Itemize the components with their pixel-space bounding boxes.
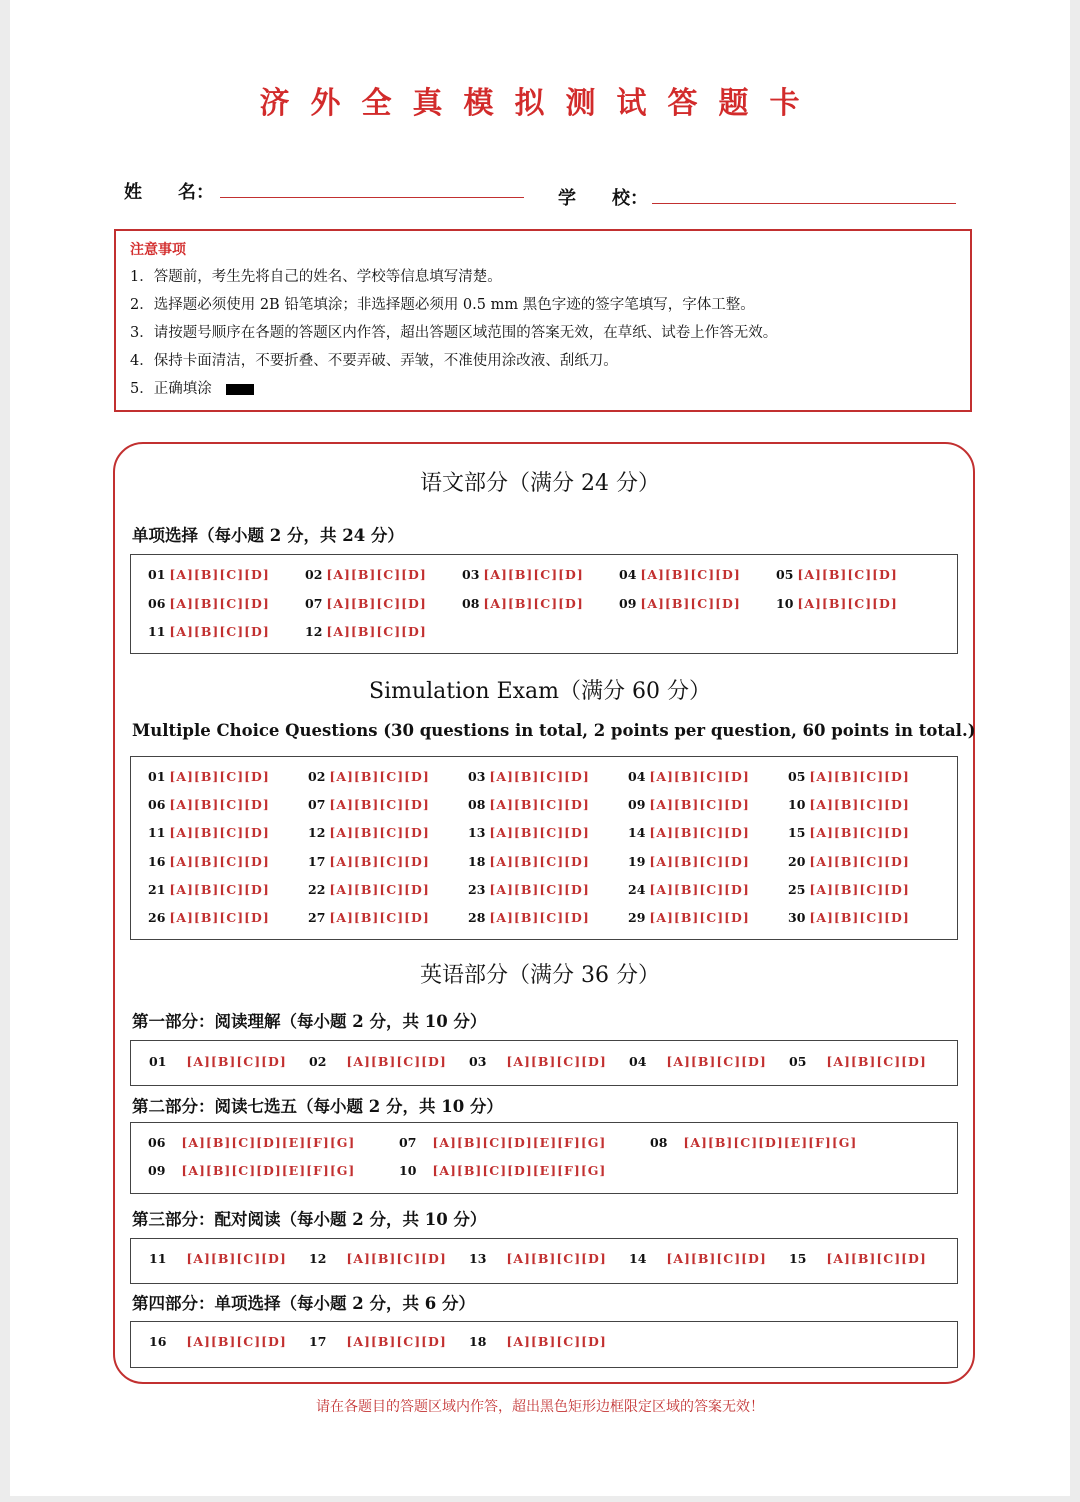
answer-options[interactable]: [A][B][C][D] (346, 1251, 447, 1266)
question-number: 27 (308, 910, 326, 925)
question-number: 02 (308, 769, 326, 784)
answer-options[interactable]: [A][B][C][D] (649, 769, 750, 784)
question-11 (148, 825, 270, 840)
question-number: 01 (148, 567, 166, 582)
answer-options[interactable]: [A][B][C][D] (489, 910, 590, 925)
question-number: 07 (399, 1135, 417, 1150)
answer-options[interactable]: [A][B][C][D][E][F][G] (181, 1163, 356, 1178)
notice-item-label: 5．正确填涂 (130, 381, 212, 397)
answer-options[interactable]: [A][B][C][D] (169, 797, 270, 813)
name-field[interactable] (220, 197, 524, 198)
question-20 (788, 854, 910, 869)
answer-options[interactable]: [A][B][C][D] (506, 1334, 607, 1349)
question-27 (308, 910, 430, 925)
question-number: 09 (148, 1163, 166, 1178)
answer-options[interactable]: [A][B][C][D] (640, 595, 741, 611)
answer-options[interactable]: [A][B][C][D] (326, 567, 427, 582)
question-number: 06 (148, 1135, 166, 1150)
question-number: 11 (149, 1251, 167, 1266)
name-label: 姓 名： (124, 182, 214, 203)
answer-options[interactable]: [A][B][C][D] (809, 881, 910, 897)
question-30 (788, 910, 910, 925)
question-10 (399, 1163, 606, 1178)
question-04 (629, 1054, 767, 1069)
question-number: 22 (308, 881, 326, 897)
question-15 (789, 1251, 927, 1266)
question-number: 16 (148, 853, 166, 869)
question-number: 11 (148, 825, 166, 841)
question-number: 13 (469, 1251, 487, 1266)
notice-item: 4．保持卡面清洁，不要折叠、不要弄破、弄皱，不准使用涂改液、刮纸刀。 (130, 353, 618, 369)
question-12 (308, 825, 430, 840)
answer-options[interactable]: [A][B][C][D] (649, 853, 750, 869)
page-title: 济外全真模拟测试答题卡 (259, 86, 821, 121)
question-08 (462, 596, 584, 611)
answer-options[interactable]: [A][B][C][D] (346, 1334, 447, 1349)
question-05 (776, 567, 898, 582)
question-14 (629, 1251, 767, 1266)
question-number: 10 (776, 595, 794, 611)
answer-options[interactable]: [A][B][C][D] (797, 595, 898, 611)
notice-title: 注意事项 (130, 242, 186, 258)
answer-options[interactable]: [A][B][C][D] (169, 595, 270, 611)
question-number: 05 (776, 567, 794, 582)
question-number: 06 (148, 797, 166, 813)
question-number: 26 (148, 910, 166, 925)
english-part2-box (130, 1122, 958, 1194)
answer-options[interactable]: [A][B][C][D] (346, 1054, 447, 1069)
english-section-title: 英语部分（满分 36 分） (420, 963, 660, 988)
chinese-section-title: 语文部分（满分 24 分） (420, 471, 660, 496)
question-number: 12 (309, 1251, 327, 1266)
question-01 (148, 567, 270, 582)
english-part1-subtitle: 第一部分：阅读理解（每小题 2 分，共 10 分） (132, 1012, 487, 1031)
question-06 (148, 797, 270, 812)
question-13 (468, 825, 590, 840)
question-number: 10 (788, 797, 806, 813)
filled-bubble-sample (226, 384, 254, 395)
answer-options[interactable]: [A][B][C][D] (489, 825, 590, 841)
question-number: 25 (788, 881, 806, 897)
question-04 (628, 769, 750, 784)
answer-options[interactable]: [A][B][C][D] (809, 910, 910, 925)
answer-options[interactable]: [A][B][C][D] (186, 1054, 287, 1069)
school-field[interactable] (652, 203, 956, 204)
question-16 (148, 854, 270, 869)
question-number: 08 (462, 595, 480, 611)
question-number: 08 (650, 1135, 668, 1150)
answer-options[interactable]: [A][B][C][D] (489, 853, 590, 869)
question-01 (149, 1054, 287, 1069)
question-07 (399, 1135, 606, 1150)
question-number: 04 (619, 567, 637, 582)
answer-options[interactable]: [A][B][C][D] (186, 1251, 287, 1266)
answer-options[interactable]: [A][B][C][D] (186, 1334, 287, 1349)
question-17 (308, 854, 430, 869)
answer-options[interactable]: [A][B][C][D] (809, 825, 910, 841)
question-number: 15 (788, 825, 806, 841)
answer-options[interactable]: [A][B][C][D] (666, 1054, 767, 1069)
question-09 (628, 797, 750, 812)
answer-options[interactable]: [A][B][C][D] (483, 595, 584, 611)
answer-options[interactable]: [A][B][C][D] (809, 853, 910, 869)
answer-options[interactable]: [A][B][C][D] (489, 769, 590, 784)
notice-item-fill-example (130, 377, 254, 398)
english-part3-subtitle: 第三部分：配对阅读（每小题 2 分，共 10 分） (132, 1210, 487, 1229)
question-number: 29 (628, 910, 646, 925)
question-number: 07 (305, 595, 323, 611)
answer-options[interactable]: [A][B][C][D] (329, 881, 430, 897)
question-number: 06 (148, 595, 166, 611)
question-15 (788, 825, 910, 840)
question-19 (628, 854, 750, 869)
question-number: 23 (468, 881, 486, 897)
question-number: 04 (628, 769, 646, 784)
question-number: 07 (308, 797, 326, 813)
question-10 (776, 596, 898, 611)
answer-options[interactable]: [A][B][C][D] (169, 881, 270, 897)
answer-options[interactable]: [A][B][C][D] (169, 567, 270, 582)
answer-options[interactable]: [A][B][C][D] (640, 567, 741, 582)
question-number: 11 (148, 624, 166, 639)
answer-options[interactable]: [A][B][C][D][E][F][G] (432, 1135, 607, 1150)
question-number: 17 (309, 1334, 327, 1349)
question-number: 02 (309, 1054, 327, 1069)
answer-options[interactable]: [A][B][C][D] (169, 910, 270, 925)
answer-options[interactable]: [A][B][C][D] (483, 567, 584, 582)
notice-box (114, 229, 972, 412)
question-number: 01 (148, 769, 166, 784)
question-number: 20 (788, 853, 806, 869)
question-number: 13 (468, 825, 486, 841)
english-part2-subtitle: 第二部分：阅读七选五（每小题 2 分，共 10 分） (132, 1097, 503, 1116)
answer-options[interactable]: [A][B][C][D] (826, 1054, 927, 1069)
answer-options[interactable]: [A][B][C][D] (169, 825, 270, 841)
answer-options[interactable]: [A][B][C][D] (326, 624, 427, 639)
question-21 (148, 882, 270, 897)
question-03 (469, 1054, 607, 1069)
question-25 (788, 882, 910, 897)
question-number: 03 (462, 567, 480, 582)
simulation-subtitle: Multiple Choice Questions (30 questions in total, 2 points per question, 60 points in total.) (132, 721, 976, 740)
question-number: 05 (788, 769, 806, 784)
question-24 (628, 882, 750, 897)
question-26 (148, 910, 270, 925)
question-03 (462, 567, 584, 582)
question-14 (628, 825, 750, 840)
answer-options[interactable]: [A][B][C][D] (809, 769, 910, 784)
question-11 (148, 624, 270, 639)
question-number: 09 (619, 595, 637, 611)
question-12 (309, 1251, 447, 1266)
question-number: 04 (629, 1054, 647, 1069)
answer-options[interactable]: [A][B][C][D] (329, 825, 430, 841)
question-number: 02 (305, 567, 323, 582)
simulation-section-title: Simulation Exam（满分 60 分） (369, 679, 711, 704)
question-06 (148, 1135, 355, 1150)
answer-options[interactable]: [A][B][C][D] (489, 881, 590, 897)
answer-options[interactable]: [A][B][C][D] (329, 797, 430, 813)
question-16 (149, 1334, 287, 1349)
question-number: 17 (308, 853, 326, 869)
chinese-subtitle: 单项选择（每小题 2 分，共 24 分） (132, 526, 404, 545)
question-12 (305, 624, 427, 639)
question-number: 12 (308, 825, 326, 841)
answer-options[interactable]: [A][B][C][D] (506, 1251, 607, 1266)
notice-item: 2．选择题必须使用 2B 铅笔填涂；非选择题必须用 0.5 mm 黑色字迹的签字笔填写，字体工整。 (130, 297, 755, 313)
question-03 (468, 769, 590, 784)
question-number: 12 (305, 624, 323, 639)
question-number: 16 (149, 1334, 167, 1349)
question-11 (149, 1251, 287, 1266)
question-09 (148, 1163, 355, 1178)
question-number: 24 (628, 881, 646, 897)
question-08 (468, 797, 590, 812)
question-number: 18 (469, 1334, 487, 1349)
answer-options[interactable]: [A][B][C][D] (649, 825, 750, 841)
question-number: 03 (468, 769, 486, 784)
question-09 (619, 596, 741, 611)
question-13 (469, 1251, 607, 1266)
question-number: 09 (628, 797, 646, 813)
answer-options[interactable]: [A][B][C][D] (169, 853, 270, 869)
question-23 (468, 882, 590, 897)
answer-options[interactable]: [A][B][C][D] (649, 910, 750, 925)
question-number: 19 (628, 853, 646, 869)
answer-options[interactable]: [A][B][C][D] (329, 853, 430, 869)
question-05 (789, 1054, 927, 1069)
question-number: 10 (399, 1163, 417, 1178)
question-number: 05 (789, 1054, 807, 1069)
answer-options[interactable]: [A][B][C][D] (506, 1054, 607, 1069)
answer-options[interactable]: [A][B][C][D][E][F][G] (432, 1163, 607, 1178)
question-29 (628, 910, 750, 925)
question-number: 08 (468, 797, 486, 813)
answer-options[interactable]: [A][B][C][D] (649, 797, 750, 813)
notice-item: 1．答题前，考生先将自己的姓名、学校等信息填写清楚。 (130, 269, 502, 285)
school-label: 学 校： (558, 188, 648, 209)
question-01 (148, 769, 270, 784)
answer-options[interactable]: [A][B][C][D] (169, 769, 270, 784)
question-02 (308, 769, 430, 784)
answer-options[interactable]: [A][B][C][D] (326, 595, 427, 611)
question-18 (469, 1334, 607, 1349)
question-number: 18 (468, 853, 486, 869)
answer-options[interactable]: [A][B][C][D] (169, 624, 270, 639)
question-number: 14 (628, 825, 646, 841)
question-number: 15 (789, 1251, 807, 1266)
question-number: 01 (149, 1054, 167, 1069)
answer-options[interactable]: [A][B][C][D] (797, 567, 898, 582)
question-02 (305, 567, 427, 582)
question-18 (468, 854, 590, 869)
answer-options[interactable]: [A][B][C][D] (329, 910, 430, 925)
question-number: 21 (148, 881, 166, 897)
answer-options[interactable]: [A][B][C][D] (826, 1251, 927, 1266)
question-28 (468, 910, 590, 925)
question-07 (308, 797, 430, 812)
question-number: 14 (629, 1251, 647, 1266)
question-17 (309, 1334, 447, 1349)
answer-options[interactable]: [A][B][C][D] (489, 797, 590, 813)
question-06 (148, 596, 270, 611)
question-02 (309, 1054, 447, 1069)
answer-options[interactable]: [A][B][C][D] (809, 797, 910, 813)
question-number: 30 (788, 910, 806, 925)
english-part4-subtitle: 第四部分：单项选择（每小题 2 分，共 6 分） (132, 1294, 475, 1313)
question-05 (788, 769, 910, 784)
question-number: 28 (468, 910, 486, 925)
answer-options[interactable]: [A][B][C][D][E][F][G] (683, 1135, 858, 1150)
answer-options[interactable]: [A][B][C][D] (666, 1251, 767, 1266)
question-22 (308, 882, 430, 897)
answer-options[interactable]: [A][B][C][D] (329, 769, 430, 784)
question-08 (650, 1135, 857, 1150)
footer-note: 请在各题目的答题区域内作答，超出黑色矩形边框限定区域的答案无效！ (316, 1399, 764, 1415)
answer-options[interactable]: [A][B][C][D][E][F][G] (181, 1135, 356, 1150)
question-10 (788, 797, 910, 812)
question-04 (619, 567, 741, 582)
notice-item: 3．请按题号顺序在各题的答题区内作答，超出答题区域范围的答案无效，在草纸、试卷上作答无效。 (130, 325, 778, 341)
question-number: 03 (469, 1054, 487, 1069)
question-07 (305, 596, 427, 611)
answer-options[interactable]: [A][B][C][D] (649, 881, 750, 897)
